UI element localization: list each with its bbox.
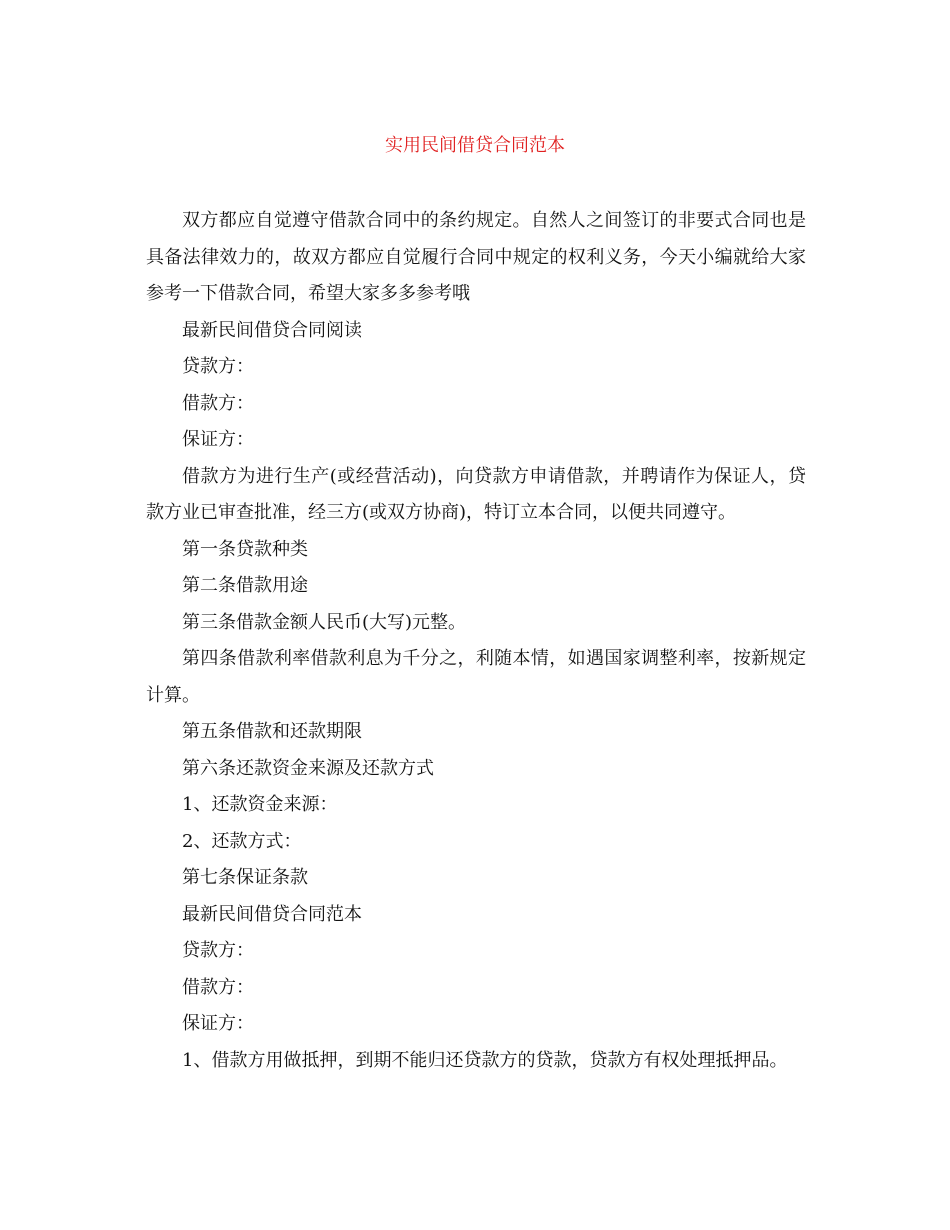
guarantor-field: 保证方： (182, 429, 254, 450)
collateral-clause: 1、借款方用做抵押，到期不能归还贷款方的贷款，贷款方有权处理抵押品。 (182, 1049, 788, 1071)
intro-paragraph: 双方都应自觉遵守借款合同中的条约规定。自然人之间签订的非要式合同也是具备法律效力的，故双方都应自觉履行合同中规定的权利义务，今天小编就给大家参考一下借款合同，希望大家多多参考哦 (146, 210, 806, 304)
section-heading: 最新民间借贷合同阅读 (182, 319, 362, 341)
preamble-paragraph: 借款方为进行生产(或经营活动)，向贷款方申请借款，并聘请作为保证人，贷款方业已审查批准，经三方(或双方协商)，特订立本合同，以便共同遵守。 (146, 465, 806, 523)
borrower-field-2: 借款方： (182, 976, 254, 998)
article-4: 第四条借款利率借款利息为千分之，利随本情，如遇国家调整利率，按新规定计算。 (146, 648, 806, 706)
article-3: 第三条借款金额人民币(大写)元整。 (182, 611, 467, 633)
lender-field-2: 贷款方： (182, 940, 254, 961)
guarantor-field-2: 保证方： (182, 1013, 254, 1034)
document-title: 实用民间借贷合同范本 (385, 135, 565, 156)
document-body (146, 203, 806, 1079)
article-6-item-2: 2、还款方式： (182, 830, 302, 852)
article-6-item-1: 1、还款资金来源： (182, 794, 338, 815)
article-7: 第七条保证条款 (182, 867, 308, 888)
lender-field: 贷款方： (182, 356, 254, 377)
article-6: 第六条还款资金来源及还款方式 (182, 757, 434, 779)
article-1: 第一条贷款种类 (182, 538, 308, 560)
article-5: 第五条借款和还款期限 (182, 721, 362, 742)
article-2: 第二条借款用途 (182, 575, 308, 596)
borrower-field: 借款方： (182, 392, 254, 414)
section-heading-2: 最新民间借贷合同范本 (182, 903, 362, 925)
